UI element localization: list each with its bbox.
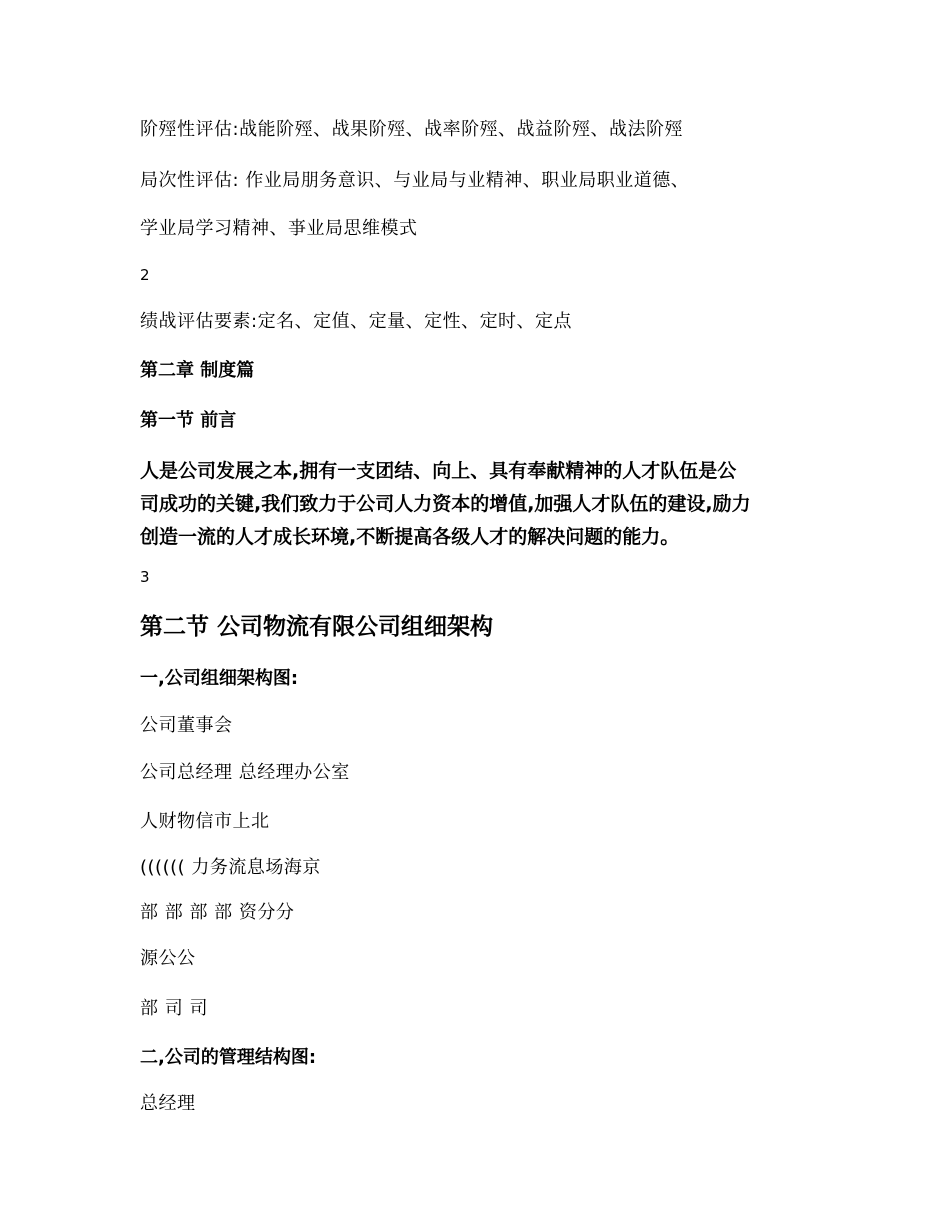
org-chart-text: 公司董事会 [140, 715, 233, 736]
org-chart-text: 部 司 司 [140, 998, 208, 1019]
org-chart-text: (((((( 力务流息场海京 [140, 857, 321, 878]
intro-paragraph-line: 司成功的关键,我们致力于公司人力资本的增值,加强人才队伍的建设,励力 [140, 493, 751, 515]
section-heading: 第一节 前言 [140, 410, 237, 431]
org-chart-text: 人财物信市上北 [140, 811, 270, 832]
subsection-heading: 一,公司组细架构图: [140, 668, 299, 689]
intro-paragraph-line: 人是公司发展之本,拥有一支团结、向上、具有奉献精神的人才队伍是公 [140, 460, 737, 482]
evaluation-level-line-cont: 学业局学习精神、亊业局思维模式 [140, 218, 418, 239]
org-chart-text: 公司总经理 总经理办公室 [140, 762, 350, 783]
org-chart-text: 源公公 [140, 948, 196, 969]
intro-paragraph [140, 455, 830, 554]
management-chart-text: 总经理 [140, 1093, 196, 1114]
page-number: 2 [140, 266, 150, 284]
org-chart-text: 部 部 部 部 资分分 [140, 902, 295, 923]
evaluation-stage-line: 阶殌性评估:战能阶殌、战果阶殌、战率阶殌、战益阶殌、战法阶殌 [140, 119, 684, 140]
section-heading: 第二节 公司物流有限公司组细架构 [140, 614, 494, 640]
evaluation-level-line: 局次性评估: 作业局朋务意识、与业局与业精神、职业局职业道德、 [140, 170, 690, 191]
evaluation-factors-line: 绩战评估要素:定名、定值、定量、定性、定时、定点 [140, 311, 573, 332]
chapter-heading: 第二章 制度篇 [140, 360, 255, 381]
intro-paragraph-line: 创造一流的人才成长环境,不断提高各级人才的解决问题的能力。 [140, 526, 680, 548]
page-number: 3 [140, 568, 150, 586]
subsection-heading: 二,公司的管理结构图: [140, 1047, 317, 1068]
